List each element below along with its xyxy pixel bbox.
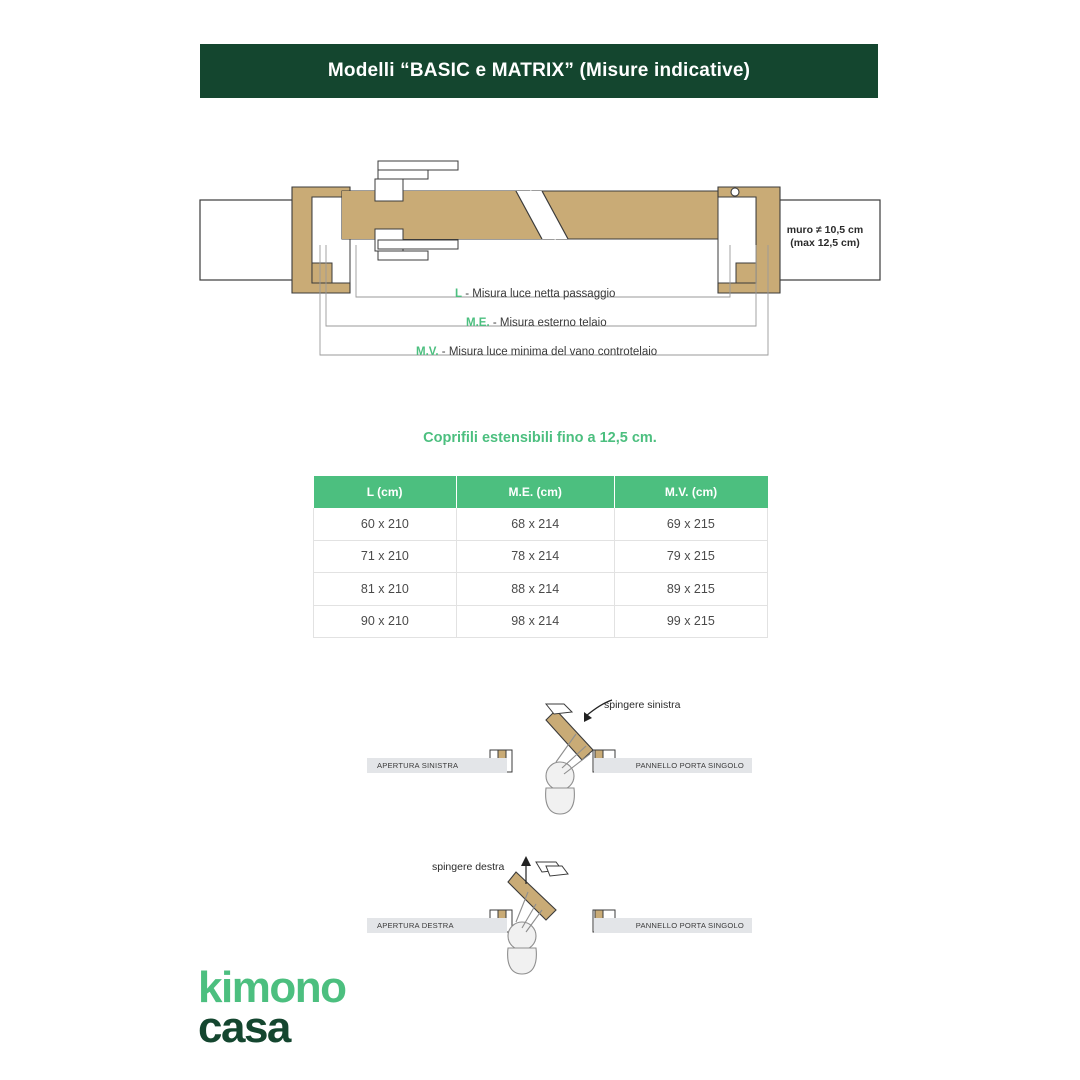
dimension-text-l: - Misura luce netta passaggio <box>462 288 616 300</box>
logo-line2: casa <box>198 1003 290 1053</box>
table-cell: 88 x 214 <box>456 573 614 606</box>
bar-label: APERTURA SINISTRA <box>377 761 459 770</box>
dimension-code-l: L <box>455 288 463 300</box>
table-cell: 81 x 210 <box>314 573 457 606</box>
table-cell: 79 x 215 <box>614 540 767 573</box>
push-left-label: spingere sinistra <box>604 699 681 711</box>
dimension-text-me: - Misura esterno telaio <box>489 317 607 329</box>
brand-logo <box>198 963 346 1053</box>
dimension-code-me: M.E. <box>466 317 490 329</box>
table-row <box>314 540 768 573</box>
wall-note-line2: (max 12,5 cm) <box>790 237 860 250</box>
bar-apertura-sinistra <box>367 758 507 773</box>
wall-thickness-note <box>770 224 880 250</box>
table-cell: 98 x 214 <box>456 605 614 638</box>
bar-label: PANNELLO PORTA SINGOLO <box>635 761 744 770</box>
push-right-label: spingere destra <box>432 861 505 873</box>
table-cell: 90 x 210 <box>314 605 457 638</box>
table-cell: 71 x 210 <box>314 540 457 573</box>
logo-line1: kimono <box>198 963 346 1012</box>
table-cell: 60 x 210 <box>314 508 457 540</box>
bar-apertura-destra <box>367 918 507 933</box>
table-cell: 78 x 214 <box>456 540 614 573</box>
table-cell: 69 x 215 <box>614 508 767 540</box>
wall-note-line1: muro ≠ 10,5 cm <box>786 224 864 236</box>
table-cell: 99 x 215 <box>614 605 767 638</box>
page-title: Modelli “BASIC e MATRIX” (Misure indicative) <box>327 60 751 81</box>
column-header-me: M.E. (cm) <box>456 476 614 508</box>
dimension-label-me <box>466 317 607 329</box>
bar-label: APERTURA DESTRA <box>377 921 454 930</box>
bar-label: PANNELLO PORTA SINGOLO <box>635 921 744 930</box>
dimension-label-mv <box>416 346 657 358</box>
table-row <box>314 573 768 606</box>
dimension-label-l <box>455 288 615 300</box>
column-header-l: L (cm) <box>314 476 457 508</box>
header-banner <box>200 44 878 98</box>
table-row <box>314 605 768 638</box>
table-cell: 68 x 214 <box>456 508 614 540</box>
dimension-code-mv: M.V. <box>416 346 439 358</box>
table-cell: 89 x 215 <box>614 573 767 606</box>
table-row <box>314 508 768 540</box>
table-header-row <box>314 476 768 508</box>
coprifili-subtitle: Coprifili estensibili fino a 12,5 cm. <box>423 430 657 446</box>
measurements-table <box>313 476 768 638</box>
dimension-text-mv: - Misura luce minima del vano controtelaio <box>438 346 658 358</box>
bar-pannello-singolo-right <box>594 918 752 933</box>
column-header-mv: M.V. (cm) <box>614 476 767 508</box>
door-section-drawing <box>190 145 890 375</box>
bar-pannello-singolo-left <box>594 758 752 773</box>
